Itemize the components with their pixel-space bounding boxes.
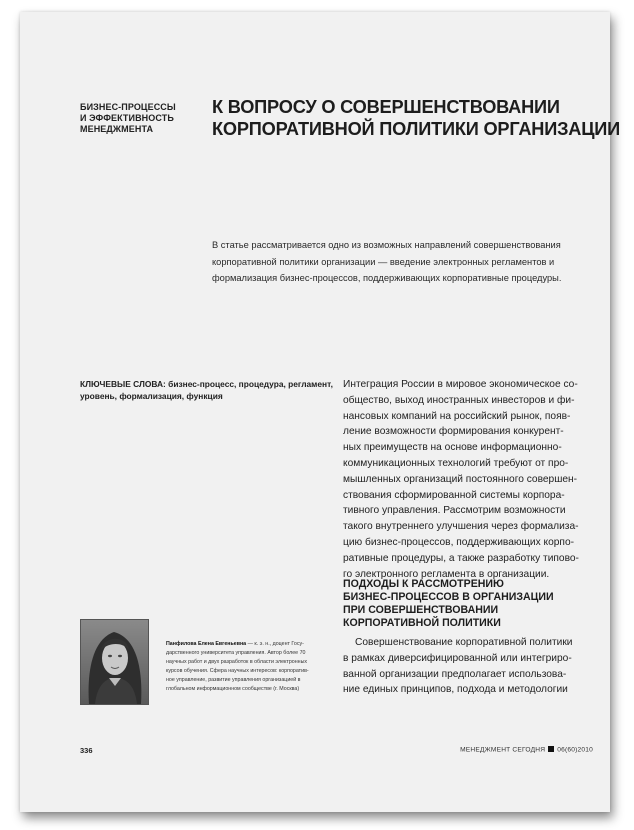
- keywords-line: уровень, формализация, функция: [80, 391, 223, 401]
- section-heading-line: ПРИ СОВЕРШЕНСТВОВАНИИ: [343, 604, 499, 616]
- abstract-line: формализация бизнес-процессов, поддерживающих корпоративные процедуры.: [212, 273, 562, 283]
- journal-issue: 06(60)2010: [557, 746, 593, 754]
- section-heading: [343, 578, 593, 630]
- body-line: го электронного регламента в организации.: [343, 568, 550, 580]
- body-line: коммуникационных технологий требуют от про-: [343, 457, 569, 469]
- body-line: ствования сформированной системы корпора-: [343, 489, 565, 501]
- article-title-line: К ВОПРОСУ О СОВЕРШЕНСТВОВАНИИ: [212, 97, 560, 117]
- square-bullet-icon: [548, 746, 554, 752]
- journal-name: МЕНЕДЖМЕНТ СЕГОДНЯ: [460, 746, 546, 754]
- keywords: [80, 378, 333, 402]
- bio-first-text: — к. э. н., доцент Госу-: [246, 641, 304, 647]
- body-line: ление возможности формирования конкурент-: [343, 426, 564, 438]
- body-line: в рамках диверсифицированной или интегриро-: [343, 652, 572, 664]
- bio-line: ное управление, развитие управления организацией в: [166, 676, 301, 683]
- article-title-line: КОРПОРАТИВНОЙ ПОЛИТИКИ ОРГАНИЗАЦИИ: [212, 119, 621, 139]
- abstract: [212, 237, 602, 287]
- body-line: ративные процедуры, а также разработку типово-: [343, 552, 579, 564]
- body-paragraph-intro: [343, 377, 593, 582]
- body-line: ние единых принципов, подхода и методологии: [343, 684, 568, 696]
- body-line: Совершенствование корпоративной политики: [355, 637, 573, 648]
- body-line: Интеграция России в мировое экономическое со-: [343, 379, 578, 390]
- section-label: [80, 102, 200, 135]
- author-portrait-image: [81, 620, 148, 704]
- body-line: мышленных организаций постоянного совершен-: [343, 473, 578, 485]
- body-line: ных преимуществ на основе информационно-: [343, 442, 562, 454]
- bio-line: научных работ и двух разработок в области электронных: [166, 658, 308, 665]
- section-label-line: И ЭФФЕКТИВНОСТЬ: [80, 113, 174, 123]
- body-line: такого внутреннего улучшения через формализа-: [343, 521, 579, 533]
- abstract-line: корпоративной политики организации — введение электронных регламентов и: [212, 256, 555, 267]
- bio-line: дарственного университета управления. Автор более 70: [166, 649, 306, 656]
- section-heading-line: ПОДХОДЫ К РАССМОТРЕНИЮ: [343, 578, 504, 590]
- section-label-line: МЕНЕДЖМЕНТА: [80, 124, 154, 134]
- section-heading-line: БИЗНЕС-ПРОЦЕССОВ В ОРГАНИЗАЦИИ: [343, 591, 554, 603]
- keywords-line: КЛЮЧЕВЫЕ СЛОВА: бизнес-процесс, процедура, регламент,: [80, 379, 333, 389]
- body-paragraph-approaches: [343, 635, 593, 698]
- body-line: общество, выход иностранных инвесторов и фи-: [343, 394, 575, 406]
- author-bio: [166, 640, 326, 693]
- bio-line: глобальном информационном сообществе (г. Москва): [166, 685, 300, 692]
- body-line: ванной организации предполагает использова-: [343, 668, 567, 680]
- journal-page: [20, 12, 621, 812]
- author-photo: [80, 619, 149, 705]
- page-number: 336: [80, 746, 93, 755]
- article-title: [212, 96, 621, 140]
- body-line: тивного управления. Рассмотрим возможности: [343, 505, 566, 517]
- body-line: цию бизнес-процессов, поддерживающих корпо-: [343, 536, 575, 548]
- section-heading-line: КОРПОРАТИВНОЙ ПОЛИТИКИ: [343, 617, 501, 629]
- journal-footer: [452, 746, 593, 754]
- abstract-line: В статье рассматривается одно из возможных направлений совершенствования: [212, 240, 561, 250]
- bio-line: курсов обучения. Сфера научных интересов: корпоратив-: [166, 667, 309, 674]
- bio-line: [166, 640, 326, 649]
- author-name: Панфилова Елена Евгеньевна: [166, 641, 247, 647]
- section-label-line: БИЗНЕС-ПРОЦЕССЫ: [80, 102, 176, 112]
- body-line: нансовых компаний на российский рынок, появ-: [343, 410, 571, 422]
